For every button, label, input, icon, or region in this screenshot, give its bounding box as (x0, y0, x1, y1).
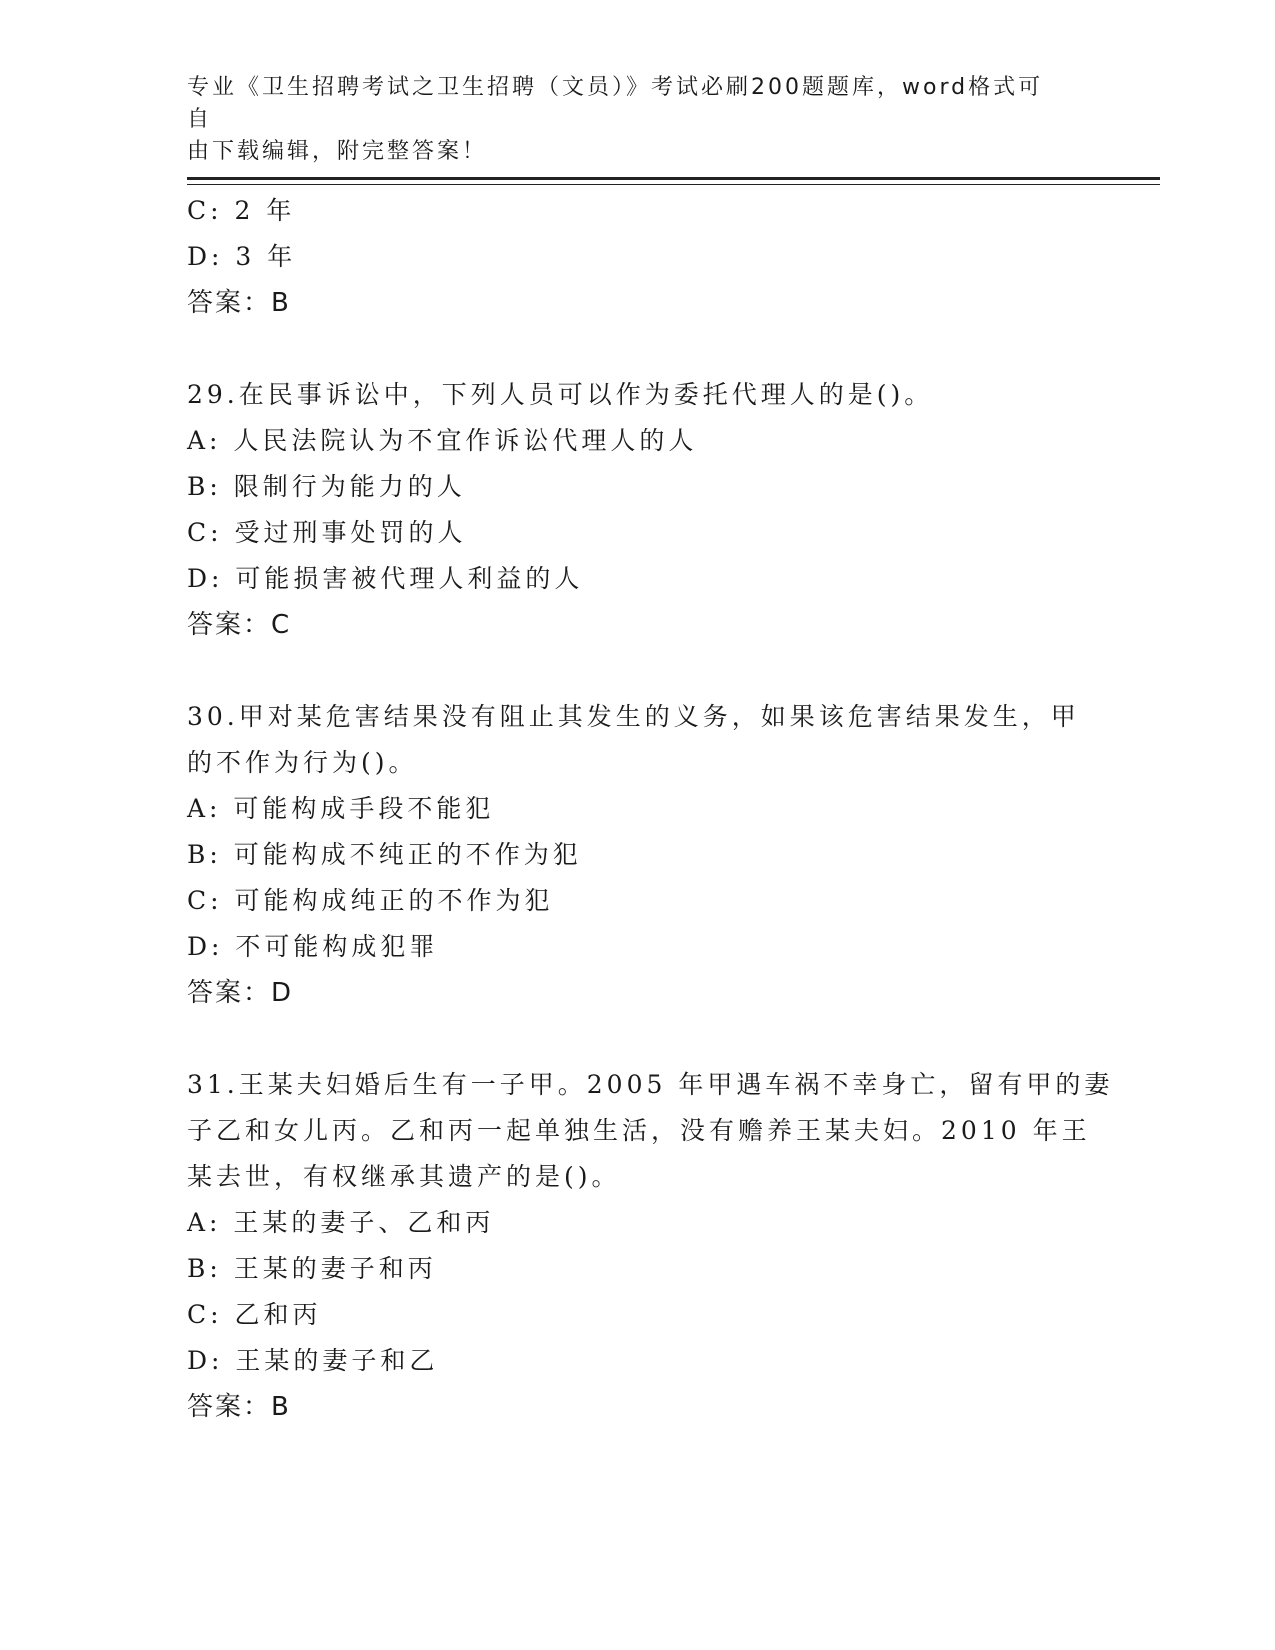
header-line-1: 专业《卫生招聘考试之卫生招聘（文员）》考试必刷200题题库，word格式可自 (187, 75, 1044, 132)
spacer (187, 326, 1087, 372)
option-c: C: 可能构成纯正的不作为犯 (187, 886, 554, 915)
option-a: A: 王某的妻子、乙和丙 (187, 1208, 495, 1237)
option-b: B: 限制行为能力的人 (187, 472, 466, 501)
document-header (187, 72, 1067, 168)
header-divider-thin (187, 184, 1160, 185)
spacer (187, 648, 1087, 694)
document-body (187, 188, 1114, 1430)
question-stem: 29.在民事诉讼中，下列人员可以作为委托代理人的是()。 (187, 380, 934, 409)
option-c: C: 乙和丙 (187, 1300, 322, 1329)
option-a: A: 人民法院认为不宜作诉讼代理人的人 (187, 426, 698, 455)
answer-line: 答案：D (187, 978, 294, 1008)
option-d: D: 可能损害被代理人利益的人 (187, 564, 584, 593)
question-stem-line-2: 的不作为行为()。 (187, 748, 418, 777)
header-line-2: 由下载编辑，附完整答案！ (187, 139, 488, 164)
option-c: C: 2 年 (187, 196, 296, 225)
question-stem-line-2: 子乙和女儿丙。乙和丙一起单独生活，没有赡养王某夫妇。2010 年王 (187, 1116, 1091, 1145)
question-29 (187, 372, 1087, 648)
answer-line: 答案：B (187, 288, 291, 318)
question-31 (187, 1062, 1114, 1430)
option-b: B: 可能构成不纯正的不作为犯 (187, 840, 582, 869)
option-d: D: 王某的妻子和乙 (187, 1346, 439, 1375)
option-c: C: 受过刑事处罚的人 (187, 518, 467, 547)
previous-question-tail (187, 188, 1087, 326)
option-d: D: 3 年 (187, 242, 297, 271)
option-b: B: 王某的妻子和丙 (187, 1254, 437, 1283)
option-a: A: 可能构成手段不能犯 (187, 794, 495, 823)
answer-line: 答案：B (187, 1392, 291, 1422)
answer-line: 答案：C (187, 610, 292, 640)
question-stem-line-1: 31.王某夫妇婚后生有一子甲。2005 年甲遇车祸不幸身亡，留有甲的妻 (187, 1070, 1114, 1099)
question-stem-line-3: 某去世，有权继承其遗产的是()。 (187, 1162, 621, 1191)
question-stem-line-1: 30.甲对某危害结果没有阻止其发生的义务，如果该危害结果发生，甲 (187, 702, 1080, 731)
spacer (187, 1016, 1087, 1062)
header-divider-thick (187, 177, 1160, 180)
option-d: D: 不可能构成犯罪 (187, 932, 439, 961)
question-30 (187, 694, 1087, 1016)
